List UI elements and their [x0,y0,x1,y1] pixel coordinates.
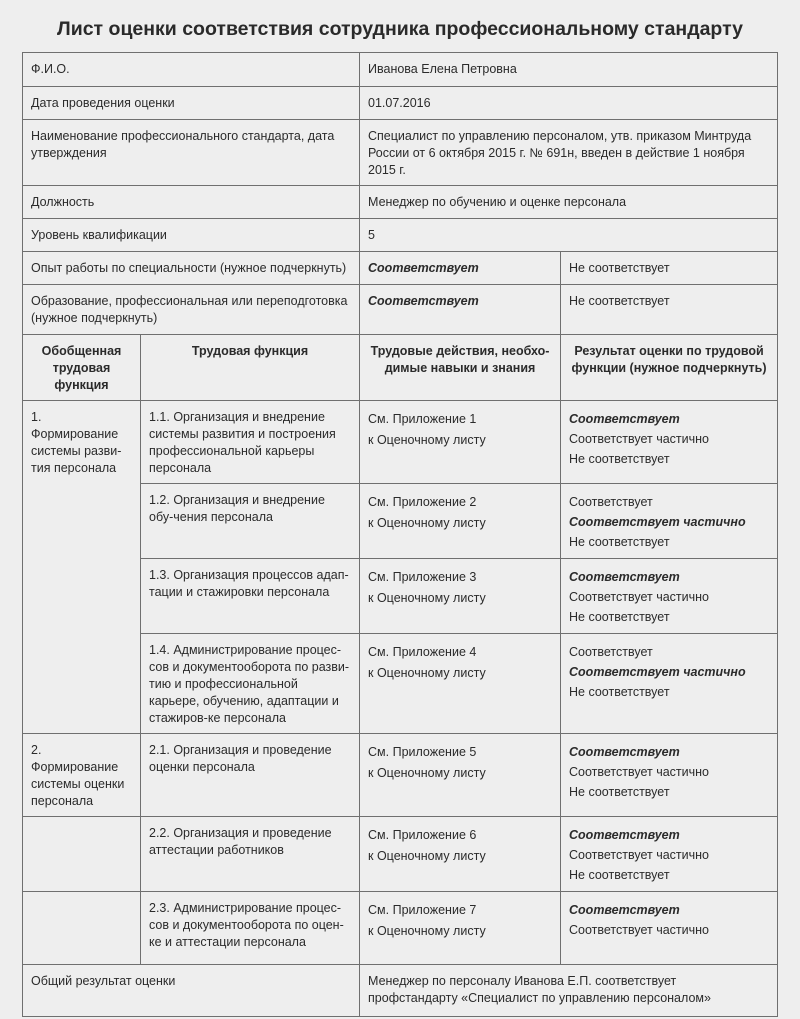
info-label: Ф.И.О. [23,53,360,87]
group-name: 2. Формирование системы оценки персонала [23,734,141,817]
option-selected: Соответствует [360,252,561,285]
info-label: Наименование профессионального стандарта, дата утверждения [23,120,360,186]
summary-row [23,965,778,1017]
option-label: Опыт работы по специальности (нужное подчеркнуть) [23,252,360,285]
result-option: Соответствует частично [569,923,709,937]
function-name: 2.1. Организация и проведение оценки персонала [141,734,360,817]
function-result [561,484,778,559]
info-row-position [23,186,778,219]
reference-line: См. Приложение 5 [368,745,477,759]
summary-value: Менеджер по персоналу Иванова Е.П. соответствует профстандарту «Специалист по управлению персоналом» [360,965,778,1017]
reference-line: к Оценочному листу [368,591,486,605]
option-other: Не соответствует [561,285,778,335]
result-option: Соответствует частично [569,848,709,862]
result-option: Соответствует частично [569,432,709,446]
result-option: Не соответствует [569,685,670,699]
function-name: 1.2. Организация и внедрение обу-чения персонала [141,484,360,559]
reference-line: См. Приложение 1 [368,412,477,426]
function-row [23,734,778,817]
option-label: Образование, профессиональная или переподготовка (нужное подчеркнуть) [23,285,360,335]
result-option: Соответствует частично [569,515,746,529]
info-row-name [23,53,778,87]
function-result [561,559,778,634]
reference-line: См. Приложение 2 [368,495,477,509]
function-row [23,401,778,484]
result-option: Соответствует частично [569,665,746,679]
function-result [561,401,778,484]
header-actions: Трудовые действия, необхо-димые навыки и знания [360,335,561,401]
result-option: Соответствует [569,645,653,659]
reference-line: См. Приложение 6 [368,828,477,842]
result-option: Соответствует [569,495,653,509]
header-generalized: Обобщенная трудовая функция [23,335,141,401]
result-option: Соответствует [569,903,680,917]
info-row-level [23,219,778,252]
function-reference [360,484,561,559]
result-option: Соответствует [569,570,680,584]
reference-line: к Оценочному листу [368,849,486,863]
option-row-education [23,285,778,335]
function-row [23,817,778,892]
function-result [561,892,778,965]
function-name: 2.3. Администрирование процес-сов и документооборота по оцен-ке и аттестации персонала [141,892,360,965]
function-reference [360,817,561,892]
info-value: Менеджер по обучению и оценке персонала [360,186,778,219]
function-name: 1.4. Администрирование процес-сов и документооборота по разви-тию и профессиональной карьере, обучению, адаптации и стажиров-ке персонала [141,634,360,734]
option-row-experience [23,252,778,285]
summary-label: Общий результат оценки [23,965,360,1017]
result-option: Не соответствует [569,452,670,466]
function-name: 1.3. Организация процессов адап-тации и стажировки персонала [141,559,360,634]
info-value: Иванова Елена Петровна [360,53,778,87]
result-option: Не соответствует [569,785,670,799]
reference-line: к Оценочному листу [368,516,486,530]
reference-line: к Оценочному листу [368,766,486,780]
function-reference [360,892,561,965]
result-option: Не соответствует [569,868,670,882]
function-result [561,817,778,892]
option-other: Не соответствует [561,252,778,285]
result-option: Не соответствует [569,610,670,624]
result-option: Соответствует [569,745,680,759]
column-header-row [23,335,778,401]
info-label: Уровень квалификации [23,219,360,252]
result-option: Не соответствует [569,535,670,549]
info-value: Специалист по управлению персоналом, утв. приказом Минтруда России от 6 октября 2015 г. № 691н, введен в действие 1 ноября 2015 г. [360,120,778,186]
function-result [561,734,778,817]
info-row-standard [23,120,778,186]
header-function: Трудовая функция [141,335,360,401]
group-name-continued [23,892,141,965]
header-result: Результат оценки по трудовой функции (нужное подчеркнуть) [561,335,778,401]
function-reference [360,634,561,734]
function-reference [360,559,561,634]
reference-line: к Оценочному листу [368,666,486,680]
info-value: 01.07.2016 [360,87,778,120]
result-option: Соответствует частично [569,590,709,604]
function-reference [360,401,561,484]
reference-line: См. Приложение 4 [368,645,477,659]
assessment-table [22,52,778,1017]
result-option: Соответствует [569,828,680,842]
function-name: 1.1. Организация и внедрение системы развития и построения профессиональной карьеры персонала [141,401,360,484]
function-row [23,892,778,965]
info-value: 5 [360,219,778,252]
group-name-continued [23,817,141,892]
info-label: Дата проведения оценки [23,87,360,120]
group-name: 1. Формирование системы разви-тия персонала [23,401,141,734]
reference-line: См. Приложение 3 [368,570,477,584]
result-option: Соответствует [569,412,680,426]
option-selected: Соответствует [360,285,561,335]
page-title: Лист оценки соответствия сотрудника профессиональному стандарту [57,18,743,40]
reference-line: к Оценочному листу [368,433,486,447]
info-row-date [23,87,778,120]
info-label: Должность [23,186,360,219]
function-name: 2.2. Организация и проведение аттестации работников [141,817,360,892]
reference-line: к Оценочному листу [368,924,486,938]
reference-line: См. Приложение 7 [368,903,477,917]
function-reference [360,734,561,817]
result-option: Соответствует частично [569,765,709,779]
function-result [561,634,778,734]
